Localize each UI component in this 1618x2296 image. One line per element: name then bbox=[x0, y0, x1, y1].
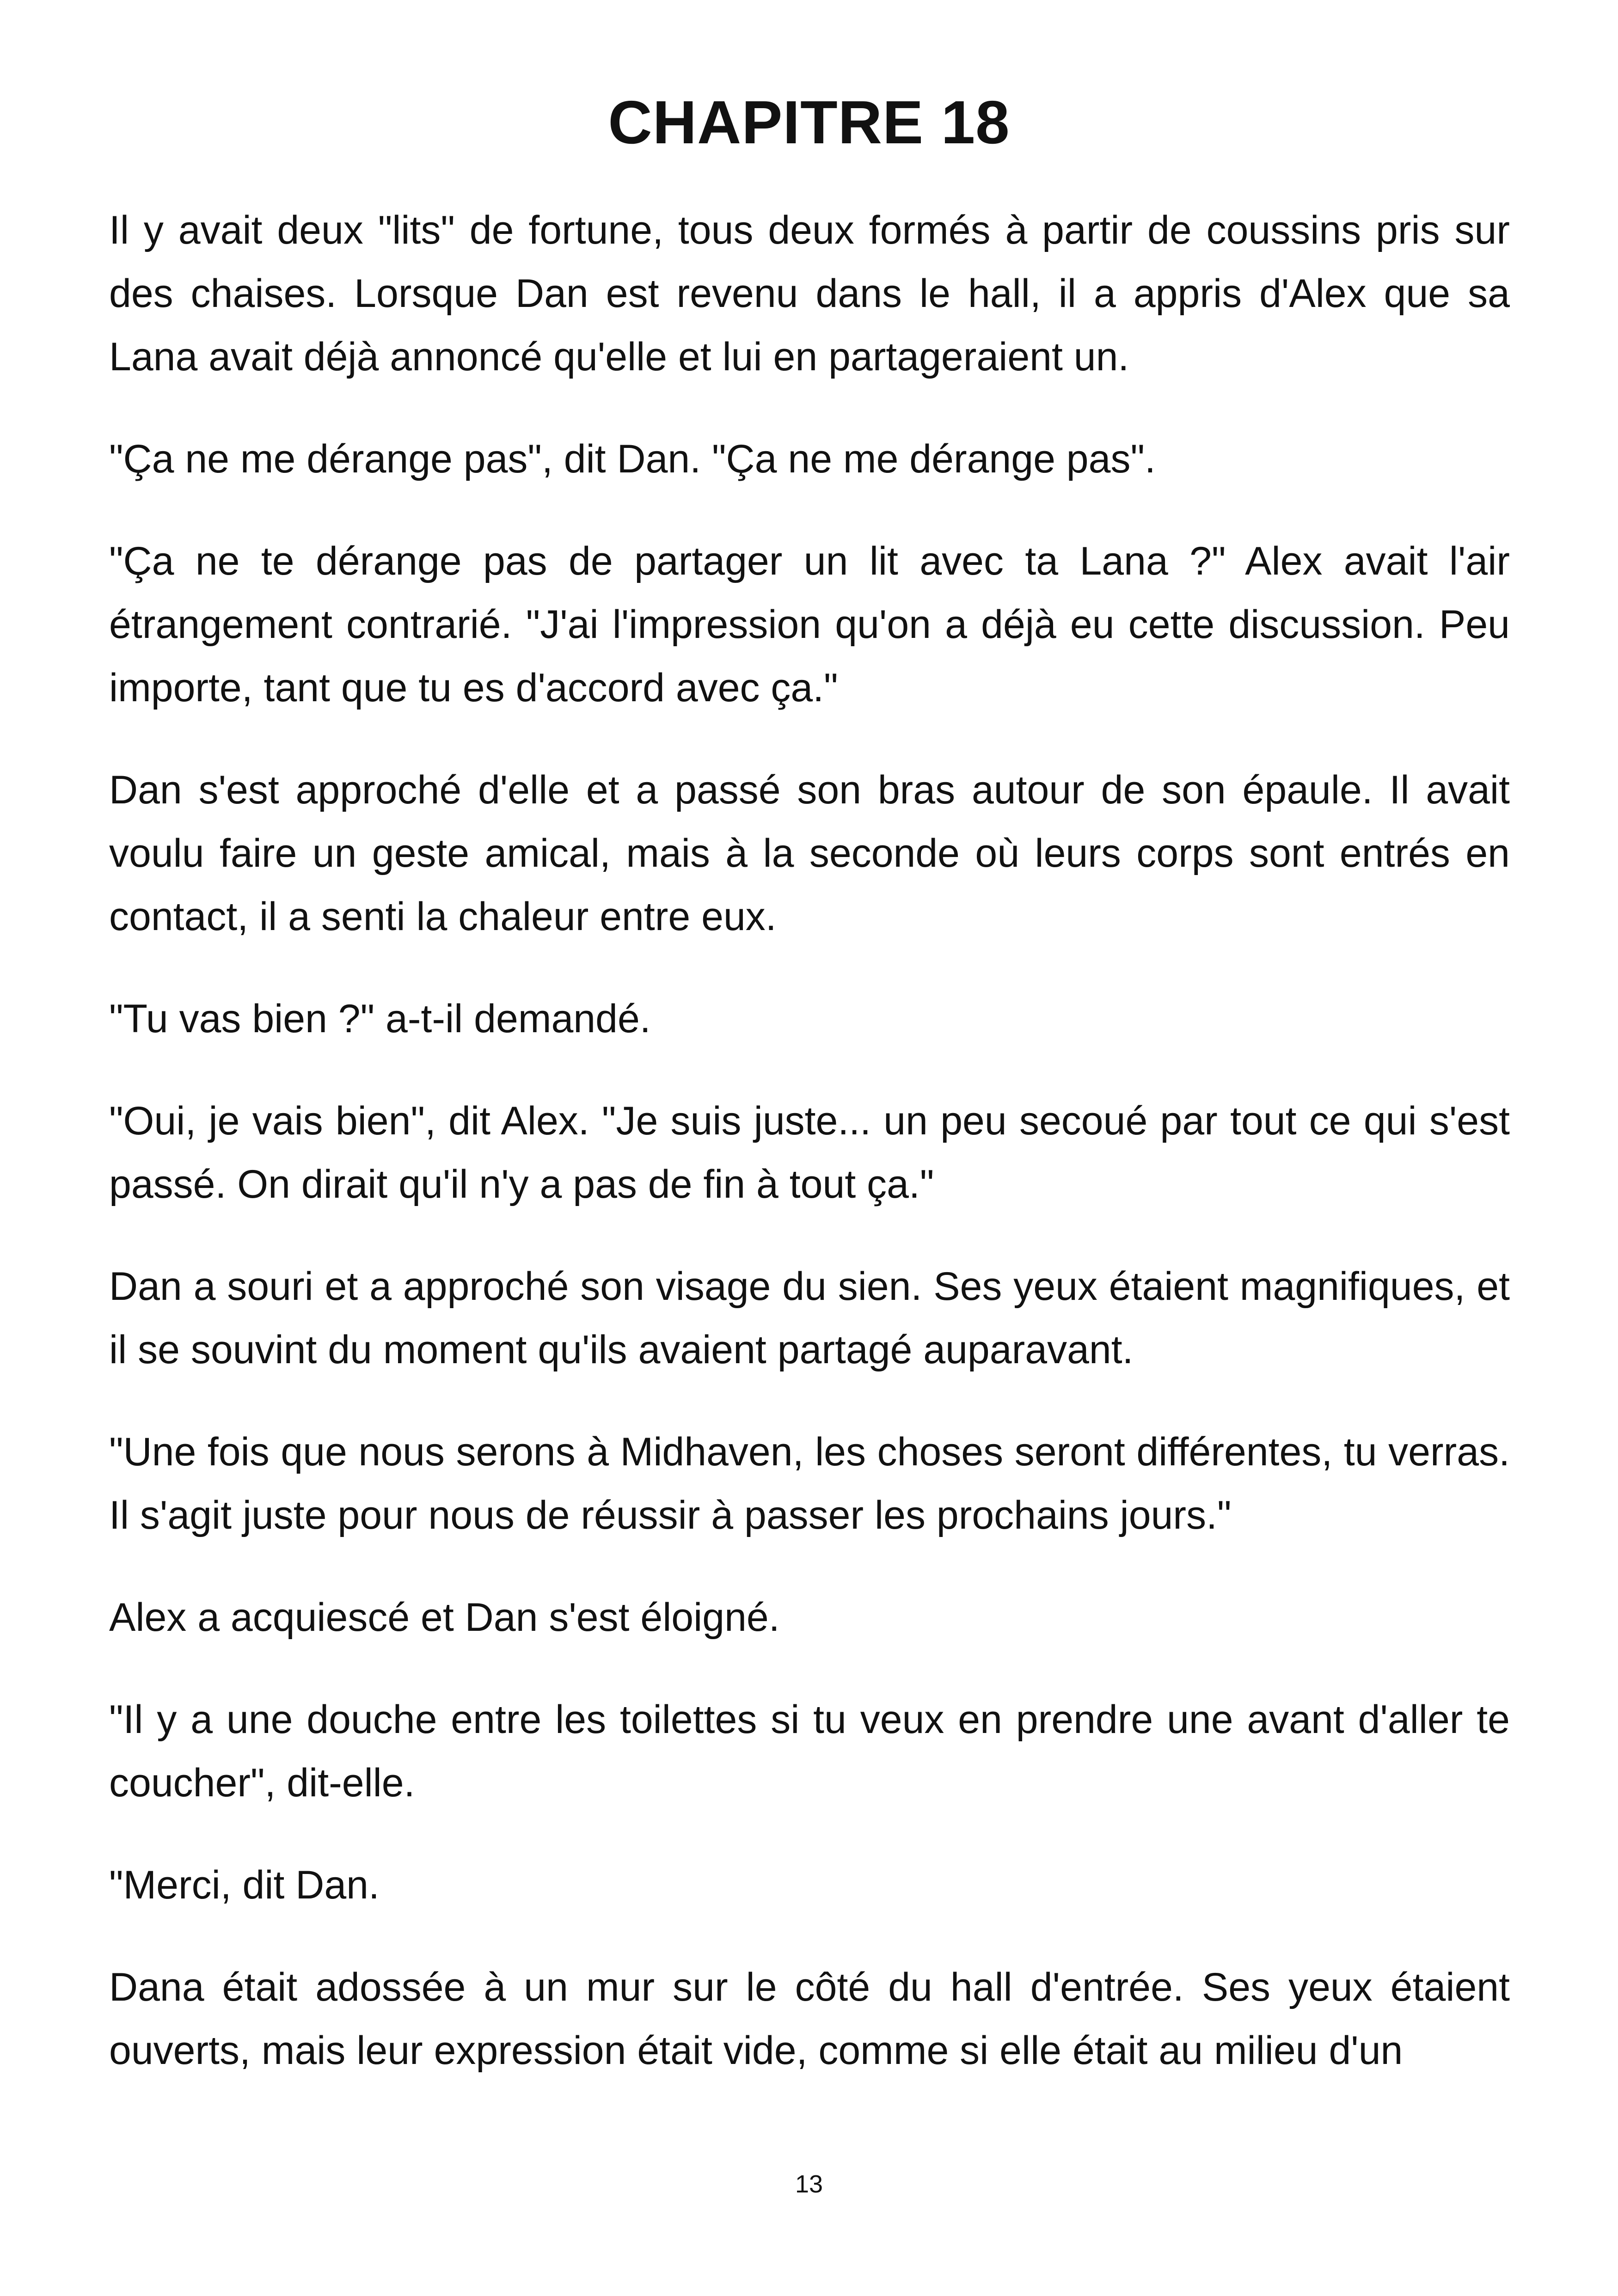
paragraph: "Tu vas bien ?" a-t-il demandé. bbox=[109, 997, 651, 1041]
paragraph: Dana était adossée à un mur sur le côté du hall d'entrée. Ses yeux étaient ouverts, mais leur expression était vide, comme si elle était au milieu d'un bbox=[109, 1965, 1510, 2073]
paragraph: Il y avait deux "lits" de fortune, tous deux formés à partir de coussins pris sur des chaises. Lorsque Dan est revenu dans le hall, il a appris d'Alex que sa Lana avait déjà annoncé qu'elle et lui en partageraient un. bbox=[109, 208, 1510, 379]
paragraph: Dan a souri et a approché son visage du sien. Ses yeux étaient magnifiques, et il se souvint du moment qu'ils avaient partagé auparavant. bbox=[109, 1264, 1510, 1372]
body-text bbox=[109, 199, 1510, 2121]
paragraph: "Merci, dit Dan. bbox=[109, 1863, 380, 1907]
paragraph: "Une fois que nous serons à Midhaven, les choses seront différentes, tu verras. Il s'agit juste pour nous de réussir à passer les prochains jours." bbox=[109, 1430, 1510, 1537]
paragraph: Dan s'est approché d'elle et a passé son bras autour de son épaule. Il avait voulu faire un geste amical, mais à la seconde où leurs corps sont entrés en contact, il a senti la chaleur entre eux. bbox=[109, 768, 1510, 939]
chapter-title: CHAPITRE 18 bbox=[608, 88, 1010, 156]
paragraph: Alex a acquiescé et Dan s'est éloigné. bbox=[109, 1595, 780, 1640]
paragraph: "Ça ne te dérange pas de partager un lit avec ta Lana ?" Alex avait l'air étrangement contrarié. "J'ai l'impression qu'on a déjà eu cette discussion. Peu importe, tant que tu es d'accord avec ça." bbox=[109, 539, 1510, 710]
paragraph: "Ça ne me dérange pas", dit Dan. "Ça ne me dérange pas". bbox=[109, 437, 1156, 481]
page-number: 13 bbox=[795, 2170, 823, 2198]
paragraph: "Il y a une douche entre les toilettes si tu veux en prendre une avant d'aller te coucher", dit-elle. bbox=[109, 1697, 1510, 1805]
paragraph: "Oui, je vais bien", dit Alex. "Je suis juste... un peu secoué par tout ce qui s'est passé. On dirait qu'il n'y a pas de fin à tout ça." bbox=[109, 1099, 1510, 1206]
